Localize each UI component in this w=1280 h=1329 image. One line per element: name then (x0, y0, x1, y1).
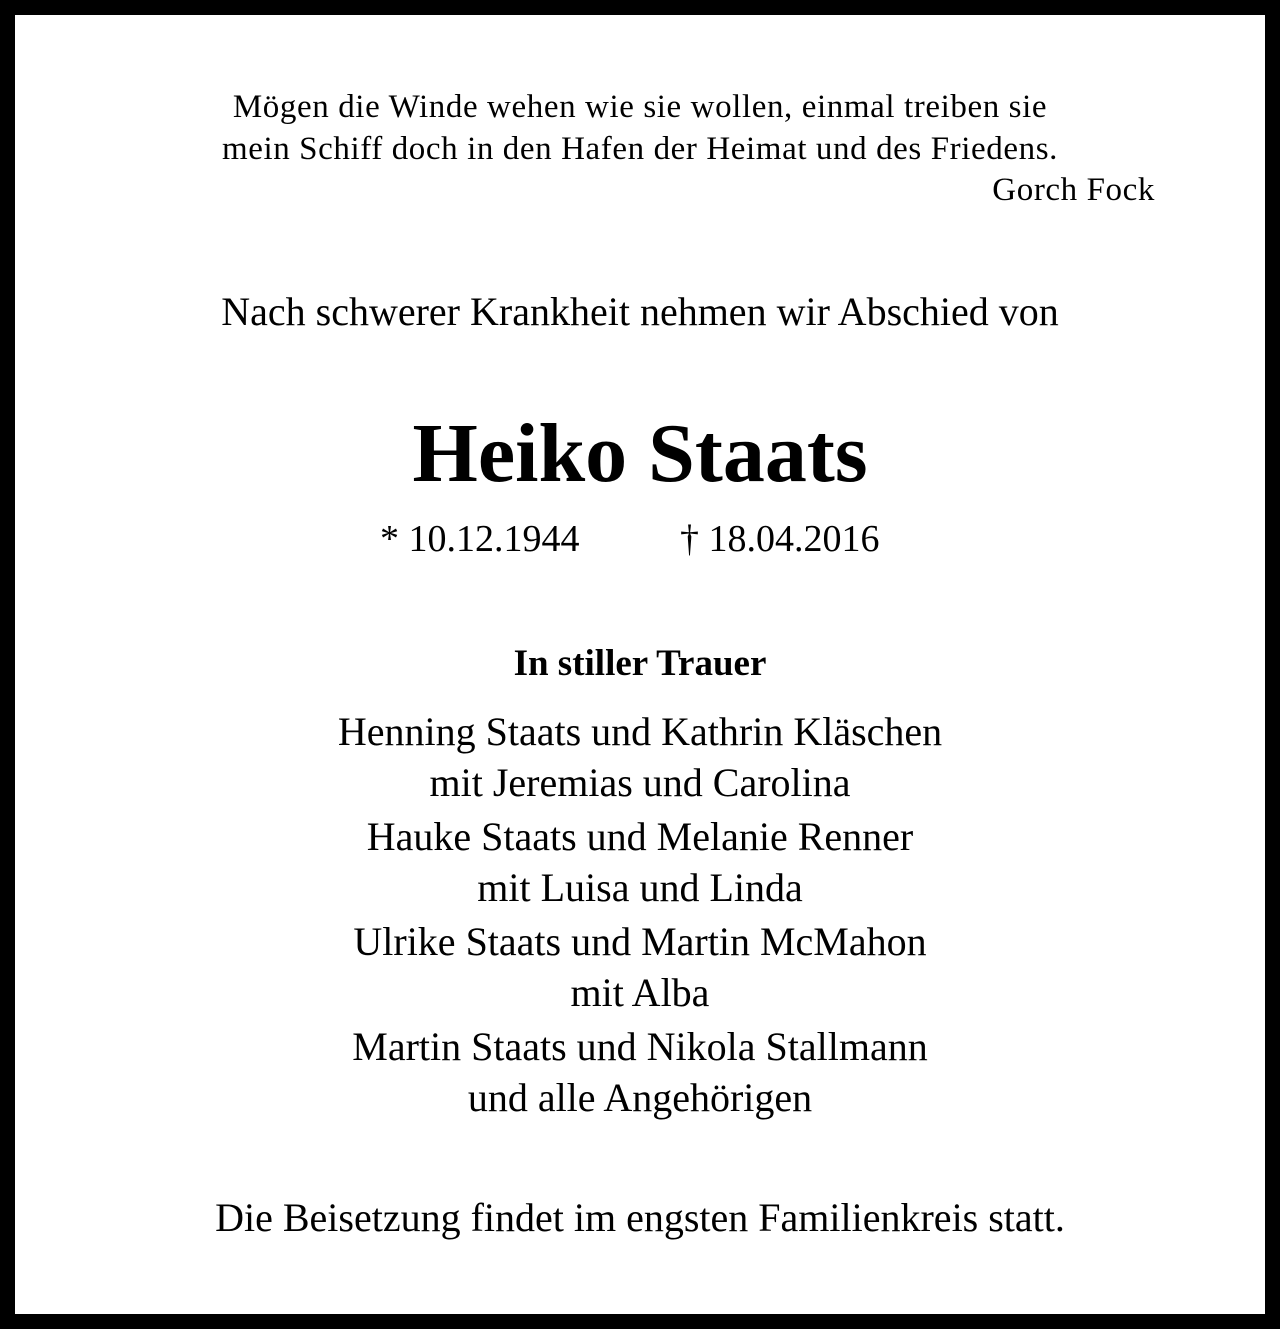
death-date: † 18.04.2016 (680, 518, 880, 560)
mourner-line: mit Jeremias und Carolina (429, 760, 851, 805)
mourner-line: mit Alba (570, 970, 710, 1015)
birth-date: * 10.12.1944 (380, 518, 580, 560)
mourner-line: Henning Staats und Kathrin Kläschen (337, 709, 943, 754)
mourner-line: Martin Staats und Nikola Stallmann (352, 1024, 928, 1069)
mourners-heading: In stiller Trauer (513, 643, 767, 684)
mourner-group (0, 1021, 1280, 1123)
mourner-line: Hauke Staats und Melanie Renner (366, 814, 914, 859)
mourner-group (0, 811, 1280, 913)
motto-author: Gorch Fock (992, 172, 1155, 208)
intro-text: Nach schwerer Krankheit nehmen wir Abschied von (221, 289, 1059, 334)
burial-note: Die Beisetzung findet im engsten Familienkreis statt. (215, 1195, 1065, 1240)
motto-line-1: Mögen die Winde wehen wie sie wollen, einmal treiben sie (232, 89, 1048, 125)
mourner-line: mit Luisa und Linda (477, 865, 803, 910)
mourners-list (0, 706, 1280, 1126)
mourner-line: Ulrike Staats und Martin McMahon (353, 919, 927, 964)
mourner-group (0, 706, 1280, 808)
deceased-name: Heiko Staats (412, 407, 868, 500)
mourner-group (0, 916, 1280, 1018)
mourner-line: und alle Angehörigen (467, 1075, 813, 1120)
motto-line-2: mein Schiff doch in den Hafen der Heimat und des Friedens. (221, 131, 1059, 167)
